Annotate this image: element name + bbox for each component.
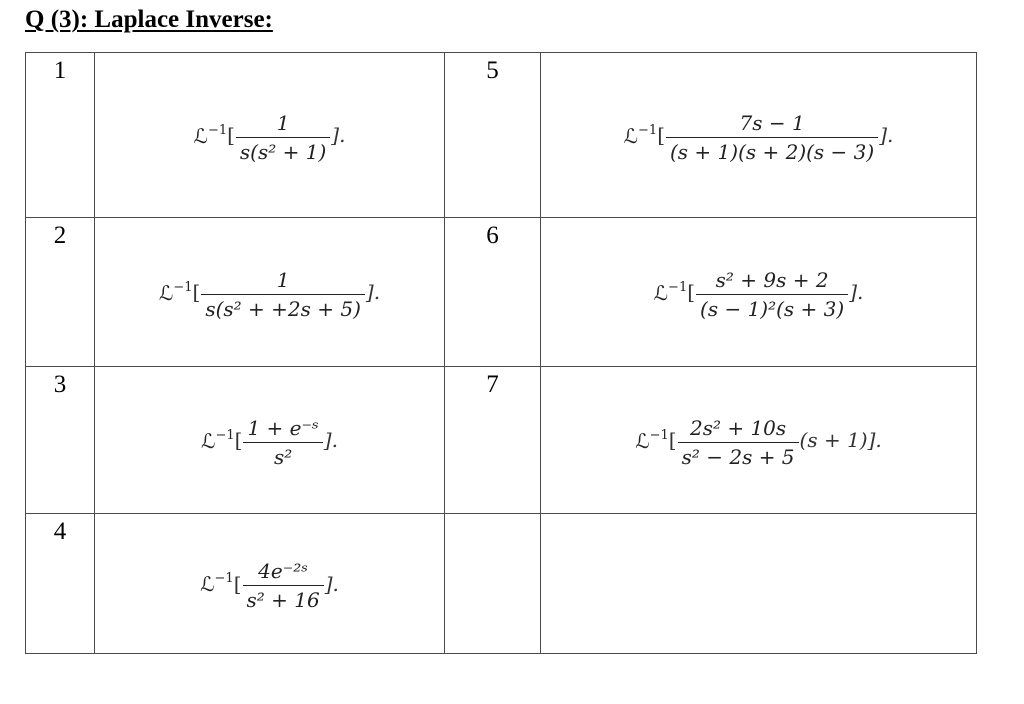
expression-trail: ]. xyxy=(879,123,894,147)
math-expression: ℒ$^{-1}$ [ $\frac{\text{s² + 9s + 2}}{\text{(s − 1)²(s + 3)}}$ ]. xyxy=(653,267,864,321)
laplace-operator: ℒ$^{-1}$ xyxy=(158,279,193,305)
laplace-operator: ℒ$^{-1}$ xyxy=(200,571,234,596)
problem-number-cell xyxy=(445,218,541,367)
problem-number: 1 xyxy=(53,57,67,84)
problem-number: 5 xyxy=(486,57,499,84)
table-row xyxy=(26,514,977,654)
page-title: Q (3): Laplace Inverse: xyxy=(25,6,273,33)
empty-expression-cell xyxy=(541,514,977,654)
math-expression: ℒ$^{-1}$ [ $\frac{1}{\text{s(s² + 1)}}$ ]. xyxy=(193,110,346,164)
problem-number-cell xyxy=(26,53,95,218)
problem-number: 2 xyxy=(53,222,67,249)
laplace-table xyxy=(25,52,977,654)
numerator: 7s − 1 xyxy=(739,110,805,135)
fraction xyxy=(201,268,365,321)
problem-number: 3 xyxy=(53,371,67,398)
problem-expression-cell xyxy=(541,53,977,218)
problem-expression-cell xyxy=(541,218,977,367)
problem-number-cell xyxy=(26,218,95,367)
denominator: s² + 16 xyxy=(243,585,324,612)
fraction xyxy=(666,111,878,164)
denominator: s² − 2s + 5 xyxy=(678,442,799,469)
denominator: s(s² + +2s + 5) xyxy=(201,294,365,321)
expression-trail: (s + 1)]. xyxy=(799,428,882,452)
expression-trail: ]. xyxy=(849,280,864,304)
laplace-operator: ℒ$^{-1}$ xyxy=(635,427,669,453)
expression-trail: ]. xyxy=(365,280,381,304)
fraction xyxy=(236,111,330,164)
fraction xyxy=(243,559,324,612)
problem-number-cell xyxy=(26,514,95,654)
problem-expression-cell xyxy=(95,514,445,654)
denominator: (s − 1)²(s + 3) xyxy=(696,294,848,321)
numerator: 4e⁻²ˢ xyxy=(258,559,309,583)
numerator: 1 + e⁻ˢ xyxy=(247,415,319,440)
numerator: 1 xyxy=(276,267,290,292)
math-expression: ℒ$^{-1}$ [ $\frac{7s - 1}{(s + 1)(s + 2)(s - 3)}$ ]. xyxy=(623,110,894,164)
fraction xyxy=(243,416,322,469)
table-row xyxy=(26,218,977,367)
fraction xyxy=(696,268,848,321)
expression-trail: ]. xyxy=(331,123,346,147)
problem-number: 6 xyxy=(486,222,499,249)
expression-trail: ]. xyxy=(324,571,339,596)
table-row xyxy=(26,53,977,218)
empty-number-cell xyxy=(445,514,541,654)
math-expression: ℒ$^{-1}$ [ $\frac{\text{1 + e⁻ˢ}}{\text{s²}}$ ]. xyxy=(201,415,338,469)
problem-expression-cell xyxy=(95,367,445,514)
problem-expression-cell xyxy=(95,53,445,218)
math-expression: ℒ$^{-1}$ [ $\frac{\text{4e⁻²ˢ}}{\text{s² + 16}}$ ]. xyxy=(200,559,339,612)
math-expression: ℒ$^{-1}$ [ $\frac{\text{2s² + 10s}}{\text{s² − 2s + 5}}$ (s + 1)]. xyxy=(635,415,882,469)
problem-number: 7 xyxy=(486,371,499,398)
problem-number-cell xyxy=(445,367,541,514)
numerator: 1 xyxy=(276,110,290,135)
laplace-operator: ℒ$^{-1}$ xyxy=(193,122,228,148)
problem-expression-cell xyxy=(541,367,977,514)
problem-number: 4 xyxy=(53,518,67,545)
fraction xyxy=(678,416,799,469)
expression-trail: ]. xyxy=(323,428,338,452)
denominator: (s + 1)(s + 2)(s − 3) xyxy=(666,137,878,164)
denominator: s(s² + 1) xyxy=(236,137,330,164)
numerator: s² + 9s + 2 xyxy=(715,267,829,292)
problem-number-cell xyxy=(26,367,95,514)
table-row xyxy=(26,367,977,514)
laplace-operator: ℒ$^{-1}$ xyxy=(653,279,688,305)
problem-number-cell xyxy=(445,53,541,218)
math-expression: ℒ$^{-1}$ [ $\frac{1}{\text{s(s² + +2s + 5)}}$ ]. xyxy=(158,267,381,321)
laplace-operator: ℒ$^{-1}$ xyxy=(201,427,235,453)
problem-expression-cell xyxy=(95,218,445,367)
numerator: 2s² + 10s xyxy=(689,415,787,440)
denominator: s² xyxy=(243,442,322,469)
laplace-operator: ℒ$^{-1}$ xyxy=(623,122,658,148)
